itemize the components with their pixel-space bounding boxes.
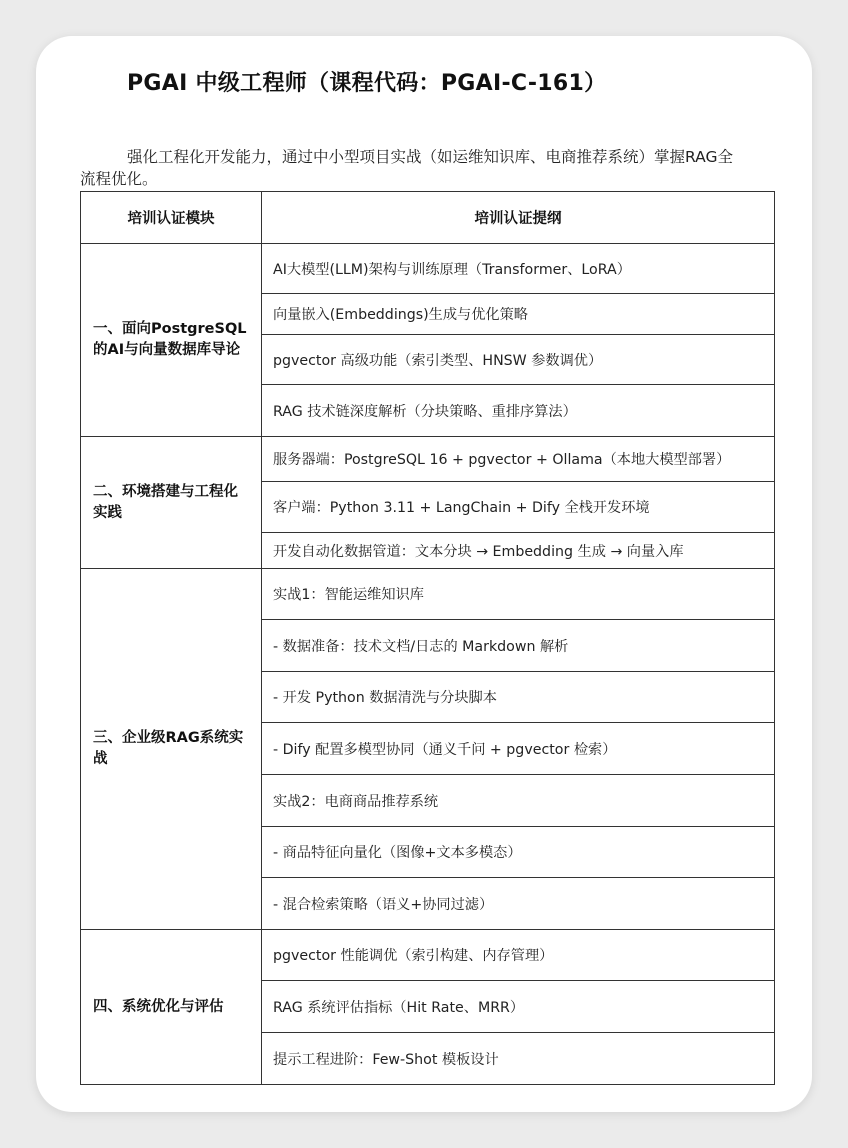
table-row (81, 244, 775, 294)
module-2-name: 二、环境搭建与工程化实践 (81, 437, 262, 569)
outline-item: 提示工程进阶：Few-Shot 模板设计 (262, 1033, 775, 1085)
module-4-name: 四、系统优化与评估 (81, 930, 262, 1085)
module-3-name: 三、企业级RAG系统实战 (81, 569, 262, 930)
outline-item: RAG 技术链深度解析（分块策略、重排序算法） (262, 385, 775, 437)
outline-item: - Dify 配置多模型协同（通义千问 + pgvector 检索） (262, 723, 775, 775)
outline-item: 服务器端：PostgreSQL 16 + pgvector + Ollama（本地大模型部署） (262, 437, 775, 482)
table-row (81, 930, 775, 981)
outline-item: 向量嵌入(Embeddings)生成与优化策略 (262, 294, 775, 335)
outline-item: - 开发 Python 数据清洗与分块脚本 (262, 672, 775, 723)
table-row (81, 569, 775, 620)
module-1-name: 一、面向PostgreSQL的AI与向量数据库导论 (81, 244, 262, 437)
outline-item: - 混合检索策略（语义+协同过滤） (262, 878, 775, 930)
outline-item: - 商品特征向量化（图像+文本多模态） (262, 827, 775, 878)
outline-item: 实战2：电商商品推荐系统 (262, 775, 775, 827)
outline-item: pgvector 性能调优（索引构建、内存管理） (262, 930, 775, 981)
syllabus-table (80, 191, 775, 1085)
outline-item: RAG 系统评估指标（Hit Rate、MRR） (262, 981, 775, 1033)
document-title: PGAI 中级工程师（课程代码：PGAI-C-161） (127, 71, 607, 96)
header-outline: 培训认证提纲 (262, 192, 775, 244)
header-module: 培训认证模块 (81, 192, 262, 244)
outline-item: AI大模型(LLM)架构与训练原理（Transformer、LoRA） (262, 244, 775, 294)
outline-item: 客户端：Python 3.11 + LangChain + Dify 全栈开发环境 (262, 482, 775, 533)
outline-item: - 数据准备：技术文档/日志的 Markdown 解析 (262, 620, 775, 672)
table-row (81, 437, 775, 482)
table-header-row (81, 192, 775, 244)
outline-item: 实战1：智能运维知识库 (262, 569, 775, 620)
outline-item: 开发自动化数据管道：文本分块 → Embedding 生成 → 向量入库 (262, 533, 775, 569)
outline-item: pgvector 高级功能（索引类型、HNSW 参数调优） (262, 335, 775, 385)
intro-paragraph: 强化工程化开发能力，通过中小型项目实战（如运维知识库、电商推荐系统）掌握RAG全流程优化。 (80, 148, 733, 188)
